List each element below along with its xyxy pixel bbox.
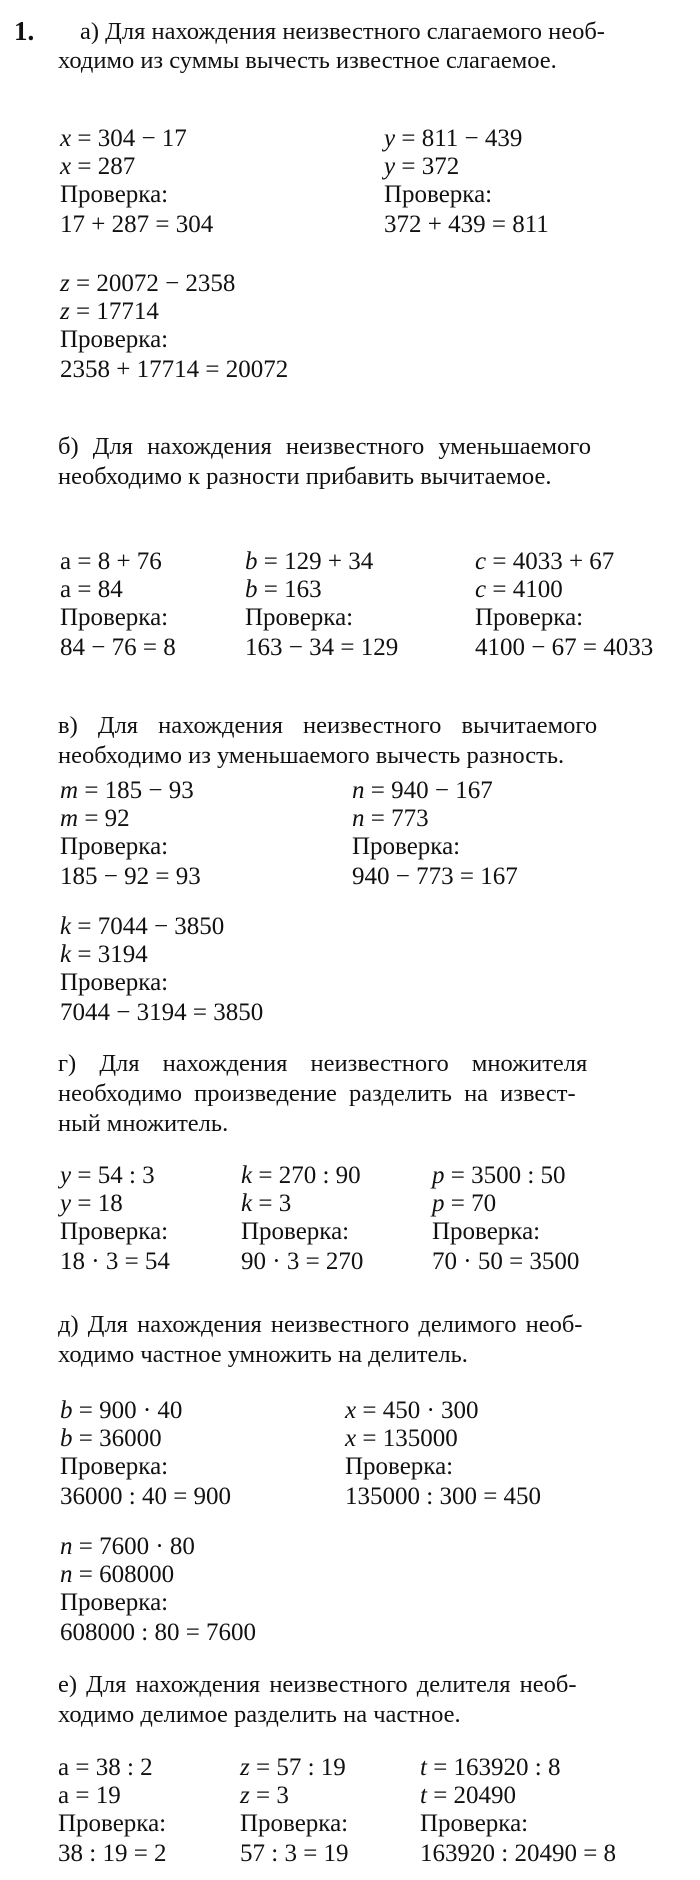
variable: y <box>60 1162 72 1189</box>
equation-block <box>60 913 263 1027</box>
equation-block <box>241 1162 363 1276</box>
rule-line: необходимо к разности прибавить вычитаемое. <box>58 463 552 490</box>
equation-line: = 450 · 300 <box>362 1397 479 1424</box>
variable: n <box>60 1561 73 1588</box>
equation-line: = 129 + 34 <box>263 548 374 575</box>
equation-block <box>60 1533 256 1647</box>
equation-result: = 18 <box>77 1190 123 1217</box>
check-label: Проверка: <box>432 1218 541 1245</box>
variable: x <box>345 1397 357 1424</box>
equation-line: = 3500 : 50 <box>450 1162 566 1189</box>
equation-result: = 20490 <box>433 1782 517 1809</box>
equation-result: = 84 <box>77 576 123 603</box>
equation-result: = 3 <box>255 1782 289 1809</box>
check-equation: 84 − 76 = 8 <box>60 634 176 661</box>
equation-line: = 20072 − 2358 <box>75 270 236 297</box>
variable: n <box>352 805 365 832</box>
check-label: Проверка: <box>241 1218 350 1245</box>
check-equation: 4100 − 67 = 4033 <box>475 634 654 661</box>
check-label: Проверка: <box>60 833 169 860</box>
variable: z <box>60 270 70 297</box>
variable: x <box>345 1425 357 1452</box>
variable: t <box>420 1782 427 1809</box>
variable: n <box>60 1533 73 1560</box>
check-label: Проверка: <box>352 833 461 860</box>
equation-result: = 135000 <box>362 1425 458 1452</box>
rule-line: в) Для нахождения неизвестного вычитаемого <box>58 712 598 739</box>
variable: b <box>60 1397 73 1424</box>
variable: z <box>240 1782 250 1809</box>
variable: b <box>60 1425 73 1452</box>
equation-line: = 185 − 93 <box>84 777 194 804</box>
variable: n <box>352 777 365 804</box>
equation-block <box>60 548 176 662</box>
equation-block <box>432 1162 579 1276</box>
variable: z <box>60 298 70 325</box>
equation-block <box>352 777 518 891</box>
variable: a <box>60 548 72 575</box>
variable: y <box>60 1190 72 1217</box>
check-equation: 70 · 50 = 3500 <box>432 1248 580 1275</box>
equation-result: = 70 <box>450 1190 497 1217</box>
check-equation: 57 : 3 = 19 <box>240 1840 349 1867</box>
check-label: Проверка: <box>60 1218 169 1245</box>
variable: a <box>58 1754 70 1781</box>
equation-line: = 900 · 40 <box>78 1397 183 1424</box>
rule-line: необходимо из уменьшаемого вычесть разность. <box>58 742 565 769</box>
check-label: Проверка: <box>420 1810 529 1837</box>
equation-line: = 7044 − 3850 <box>77 913 225 940</box>
check-label: Проверка: <box>475 604 584 631</box>
variable: a <box>58 1782 70 1809</box>
equation-result: = 3194 <box>77 941 148 968</box>
variable: k <box>241 1190 253 1217</box>
variable: z <box>240 1754 250 1781</box>
check-equation: 18 · 3 = 54 <box>60 1248 170 1275</box>
check-label: Проверка: <box>60 181 169 208</box>
equation-block <box>60 1397 231 1511</box>
equation-block <box>58 1754 167 1868</box>
equation-result: = 19 <box>75 1782 121 1809</box>
equation-line: = 940 − 167 <box>370 777 493 804</box>
check-label: Проверка: <box>60 604 169 631</box>
variable: y <box>384 125 396 152</box>
check-label: Проверка: <box>58 1810 167 1837</box>
equation-line: = 7600 · 80 <box>78 1533 195 1560</box>
check-equation: 2358 + 17714 = 20072 <box>60 356 289 383</box>
rule-text-a <box>80 17 688 46</box>
rule-line: необходимо произведение разделить на извест- <box>58 1080 576 1107</box>
variable: t <box>420 1754 427 1781</box>
check-equation: 372 + 439 = 811 <box>384 211 549 238</box>
variable: b <box>245 576 258 603</box>
equation-result: = 92 <box>84 805 130 832</box>
equation-line: = 38 : 2 <box>75 1754 153 1781</box>
check-label: Проверка: <box>60 1589 169 1616</box>
equation-line: = 57 : 19 <box>255 1754 346 1781</box>
variable: k <box>241 1162 253 1189</box>
variable: y <box>384 153 396 180</box>
variable: a <box>60 576 72 603</box>
equation-result: = 372 <box>401 153 460 180</box>
check-equation: 163920 : 20490 = 8 <box>420 1840 617 1867</box>
variable: x <box>60 153 72 180</box>
equation-block <box>475 548 653 662</box>
check-label: Проверка: <box>245 604 354 631</box>
equation-line: = 163920 : 8 <box>433 1754 561 1781</box>
equation-block <box>240 1754 349 1868</box>
check-equation: 38 : 19 = 2 <box>58 1840 167 1867</box>
rule-line: ходимо частное умножить на делитель. <box>58 1341 468 1368</box>
equation-result: = 3 <box>258 1190 292 1217</box>
variable: p <box>432 1162 445 1189</box>
equation-block <box>345 1397 541 1511</box>
equation-block <box>60 125 213 239</box>
check-label: Проверка: <box>60 969 169 996</box>
variable: p <box>432 1190 445 1217</box>
check-equation: 135000 : 300 = 450 <box>345 1483 542 1510</box>
check-equation: 17 + 287 = 304 <box>60 211 214 238</box>
check-equation: 7044 − 3194 = 3850 <box>60 999 264 1026</box>
equation-block <box>60 777 201 891</box>
rule-line: ходимо из суммы вычесть известное слагаемое. <box>58 47 557 74</box>
equation-result: = 17714 <box>75 298 159 325</box>
rule-line: е) Для нахождения неизвестного делителя необ- <box>58 1671 577 1698</box>
equation-block <box>60 270 288 384</box>
check-label: Проверка: <box>60 326 169 353</box>
variable: x <box>60 125 72 152</box>
equation-result: = 36000 <box>78 1425 162 1452</box>
check-equation: 940 − 773 = 167 <box>352 863 518 890</box>
rule-line: а) Для нахождения неизвестного слагаемого необ- <box>80 18 605 45</box>
exercise-number: 1. <box>14 16 35 46</box>
variable: k <box>60 941 72 968</box>
variable: c <box>475 548 487 575</box>
check-label: Проверка: <box>60 1453 169 1480</box>
equation-line: = 54 : 3 <box>77 1162 155 1189</box>
equation-block <box>420 1754 616 1868</box>
equation-result: = 773 <box>370 805 429 832</box>
check-equation: 36000 : 40 = 900 <box>60 1483 232 1510</box>
equation-line: = 4033 + 67 <box>492 548 615 575</box>
rule-line: ходимо делимое разделить на частное. <box>58 1701 461 1728</box>
equation-result: = 4100 <box>492 576 563 603</box>
rule-line: б) Для нахождения неизвестного уменьшаемого <box>58 433 591 460</box>
variable: m <box>60 805 79 832</box>
equation-line: = 8 + 76 <box>77 548 162 575</box>
equation-result: = 608000 <box>78 1561 175 1588</box>
variable: m <box>60 777 79 804</box>
check-equation: 608000 : 80 = 7600 <box>60 1619 257 1646</box>
check-label: Проверка: <box>240 1810 349 1837</box>
equation-line: = 811 − 439 <box>401 125 523 152</box>
rule-line: д) Для нахождения неизвестного делимого необ- <box>58 1311 583 1338</box>
equation-line: = 270 : 90 <box>258 1162 361 1189</box>
equation-block <box>384 125 549 239</box>
equation-result: = 287 <box>77 153 136 180</box>
equation-result: = 163 <box>263 576 322 603</box>
equation-line: = 304 − 17 <box>77 125 187 152</box>
check-equation: 163 − 34 = 129 <box>245 634 399 661</box>
rule-line: г) Для нахождения неизвестного множителя <box>58 1050 588 1077</box>
check-label: Проверка: <box>345 1453 454 1480</box>
check-equation: 185 − 92 = 93 <box>60 863 201 890</box>
check-equation: 90 · 3 = 270 <box>241 1248 364 1275</box>
equation-block <box>245 548 398 662</box>
check-label: Проверка: <box>384 181 493 208</box>
variable: c <box>475 576 487 603</box>
equation-block <box>60 1162 170 1276</box>
variable: b <box>245 548 258 575</box>
variable: k <box>60 913 72 940</box>
rule-line: ный множитель. <box>58 1110 229 1137</box>
